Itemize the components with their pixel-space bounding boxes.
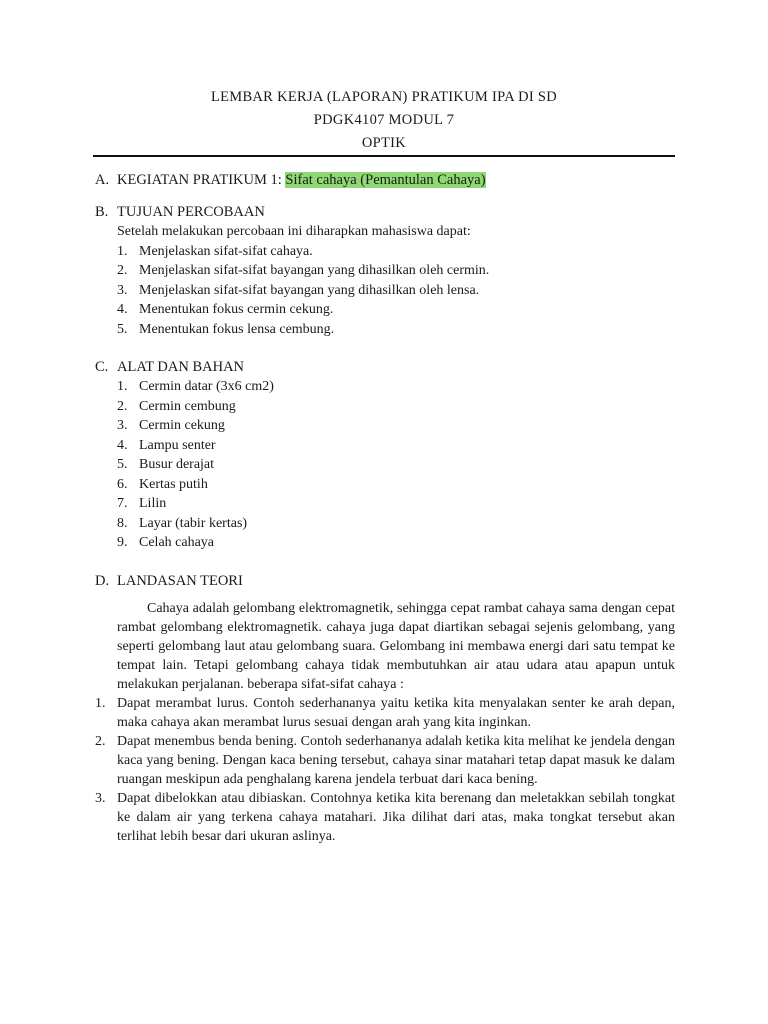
list-item	[117, 436, 675, 456]
section-b-heading	[95, 202, 675, 222]
document-header	[0, 86, 768, 155]
list-item	[117, 300, 675, 320]
section-c-letter: C.	[95, 359, 109, 375]
list-item-number: 3.	[117, 282, 128, 298]
list-item-text: Menentukan fokus cermin cekung.	[139, 302, 334, 317]
list-item-number: 4.	[117, 302, 128, 317]
section-spacer	[95, 553, 675, 571]
section-b-intro: Setelah melakukan percobaan ini diharapkan mahasiswa dapat:	[117, 224, 471, 239]
list-item	[117, 494, 675, 514]
list-item-text: Busur derajat	[139, 457, 215, 472]
header-title: LEMBAR KERJA (LAPORAN) PRATIKUM IPA DI SD	[210, 89, 558, 105]
list-item	[117, 242, 675, 262]
list-item-text: Menjelaskan sifat-sifat bayangan yang dihasilkan oleh cermin.	[139, 263, 490, 278]
list-item-number: 8.	[117, 515, 128, 531]
list-item	[117, 514, 675, 534]
list-item	[117, 475, 675, 495]
list-item	[95, 694, 675, 732]
section-d-heading	[95, 571, 675, 591]
header-topic: OPTIK	[361, 135, 407, 151]
section-d-letter: D.	[95, 572, 110, 589]
header-divider	[93, 155, 675, 157]
section-a-highlight: Sifat cahaya (Pemantulan Cahaya)	[285, 172, 486, 188]
header-course-code: PDGK4107 MODUL 7	[313, 112, 455, 128]
section-a-heading	[95, 170, 675, 202]
list-item-number: 3.	[117, 418, 128, 433]
list-item-text: Celah cahaya	[139, 535, 215, 550]
list-item-text: Menjelaskan sifat-sifat cahaya.	[139, 243, 313, 259]
list-item	[95, 789, 675, 846]
list-item	[117, 320, 675, 340]
section-spacer	[95, 339, 675, 357]
list-item-text: Lampu senter	[139, 437, 216, 453]
list-item-text: Cermin cekung	[139, 418, 225, 433]
list-item	[117, 455, 675, 475]
list-item-number: 4.	[117, 437, 128, 453]
section-d-paragraph: Cahaya adalah gelombang elektromagnetik, sehingga cepat rambat cahaya sama dengan cepat rambat gelombang elektromagnetik. cahaya juga dapat diartikan sebagai sejenis gelombang, yang seperti gelombang laut atau gelombang suara. Gelombang ini membawa energi dari satu tempat ke tempat lain. Tetapi gelombang cahaya tidak membutuhkan air atau udara atau apapun untuk melakukan perjalanan. beberapa sifat-sifat cahaya :	[117, 600, 675, 692]
section-d-title: LANDASAN TEORI	[117, 572, 243, 589]
list-item-text: Menentukan fokus lensa cembung.	[139, 321, 335, 337]
list-item-number: 1.	[117, 379, 128, 394]
list-item-text: Lilin	[139, 496, 167, 511]
section-c-title: ALAT DAN BAHAN	[117, 359, 245, 375]
section-b-title: TUJUAN PERCOBAAN	[117, 204, 265, 220]
list-item-number: 6.	[117, 476, 128, 492]
list-item-number: 9.	[117, 535, 128, 550]
list-item-number: 2.	[117, 398, 128, 414]
document-body	[95, 170, 675, 846]
list-item	[117, 416, 675, 436]
list-item	[117, 533, 675, 553]
section-a-letter: A.	[95, 172, 110, 188]
list-item	[117, 397, 675, 417]
section-c-body	[117, 377, 675, 553]
list-item-number: 1.	[117, 243, 128, 259]
list-item	[117, 281, 675, 301]
list-item-number: 1.	[95, 695, 106, 711]
section-b-letter: B.	[95, 204, 109, 220]
list-item-text: Kertas putih	[139, 476, 208, 492]
list-item-text: Layar (tabir kertas)	[139, 515, 248, 531]
list-item	[95, 732, 675, 789]
list-item-number: 7.	[117, 496, 128, 511]
list-item-text: Dapat menembus benda bening. Contoh sederhananya adalah ketika kita melihat ke jendela dengan kaca yang bening. Dengan kaca bening tersebut, cahaya sinar matahari tetap dapat masuk ke dalam ruangan meskipun ada penghalang karena jendela terbuat dari kaca bening.	[117, 733, 675, 787]
list-item-text: Dapat merambat lurus. Contoh sederhananya yaitu ketika kita menyalakan senter ke arah depan, maka cahaya akan merambat lurus sesuai dengan arah yang kita inginkan.	[117, 695, 675, 730]
list-item-number: 5.	[117, 457, 128, 472]
list-item-text: Dapat dibelokkan atau dibiaskan. Contohnya ketika kita berenang dan meletakkan sebilah tongkat ke dalam air yang terkena cahaya matahari. Jika dilihat dari atas, maka tongkat tersebut akan terlihat lebih besar dari ukuran aslinya.	[117, 790, 675, 844]
section-d-list	[95, 694, 675, 846]
section-a-title: KEGIATAN PRATIKUM 1:	[117, 172, 286, 188]
list-item-number: 3.	[95, 790, 106, 806]
list-item-number: 2.	[117, 263, 128, 278]
list-item-text: Cermin datar (3x6 cm2)	[139, 379, 274, 394]
section-b-body	[117, 222, 675, 339]
list-item-text: Menjelaskan sifat-sifat bayangan yang dihasilkan oleh lensa.	[139, 282, 480, 298]
list-item-text: Cermin cembung	[139, 398, 236, 414]
list-item	[117, 261, 675, 281]
list-item-number: 5.	[117, 321, 128, 337]
section-c-heading	[95, 357, 675, 377]
list-item	[117, 377, 675, 397]
list-item-number: 2.	[95, 733, 106, 749]
